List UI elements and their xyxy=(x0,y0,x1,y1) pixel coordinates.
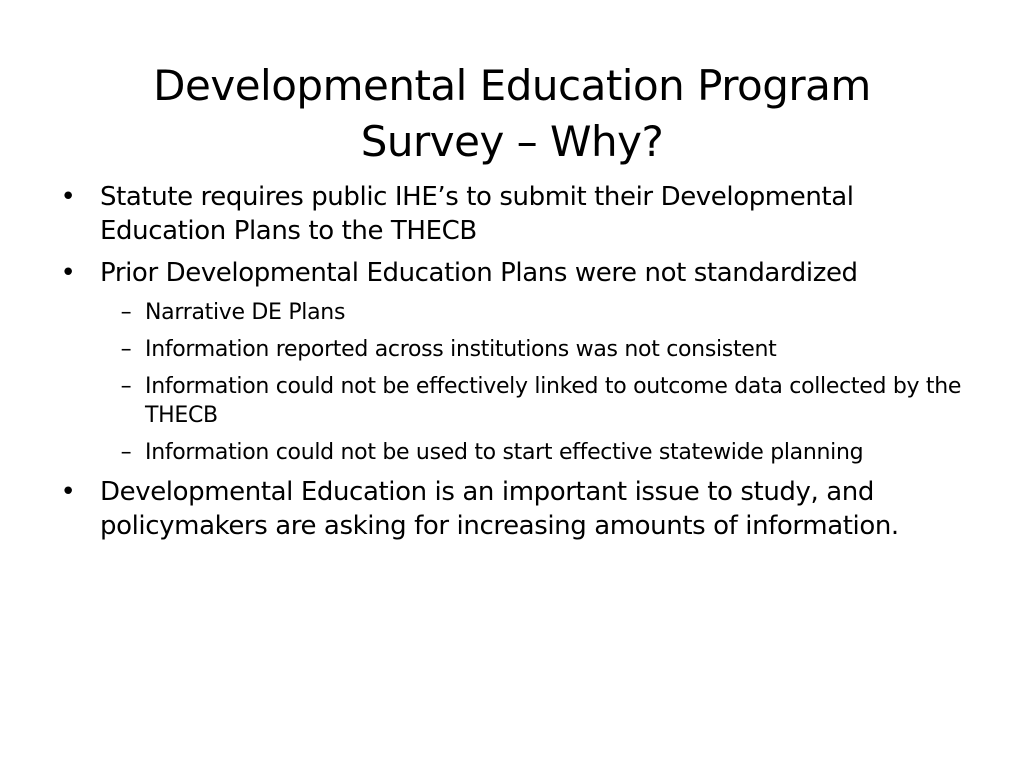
sub-bullet-item xyxy=(58,298,978,327)
bullet-marker: • xyxy=(60,477,76,507)
bullet-list xyxy=(58,180,978,551)
sub-bullet-text: Information could not be effectively linked to outcome data collected by the THECB xyxy=(145,374,962,428)
sub-bullet-marker: – xyxy=(120,337,132,362)
sub-bullet-text: Narrative DE Plans xyxy=(145,300,346,325)
bullet-item xyxy=(58,475,978,543)
bullet-marker: • xyxy=(60,258,76,288)
sub-bullet-marker: – xyxy=(120,374,132,399)
sub-bullet-text: Information reported across institutions was not consistent xyxy=(145,337,777,362)
sub-bullet-item xyxy=(58,335,978,364)
sub-bullet-item xyxy=(58,372,978,430)
bullet-item xyxy=(58,256,978,290)
bullet-item xyxy=(58,180,978,248)
sub-bullet-marker: – xyxy=(120,300,132,325)
slide-title xyxy=(60,58,964,170)
bullet-marker: • xyxy=(60,182,76,212)
bullet-text: Statute requires public IHE’s to submit their Developmental Education Plans to the THECB xyxy=(100,182,854,246)
title-line-2: Survey – Why? xyxy=(360,117,664,167)
sub-bullet-item xyxy=(58,438,978,467)
title-line-1: Developmental Education Program xyxy=(153,61,871,111)
sub-bullet-marker: – xyxy=(120,440,132,465)
bullet-text: Prior Developmental Education Plans were not standardized xyxy=(100,258,858,288)
bullet-text: Developmental Education is an important issue to study, and policymakers are asking for increasing amounts of information. xyxy=(100,477,899,541)
sub-bullet-text: Information could not be used to start effective statewide planning xyxy=(145,440,864,465)
